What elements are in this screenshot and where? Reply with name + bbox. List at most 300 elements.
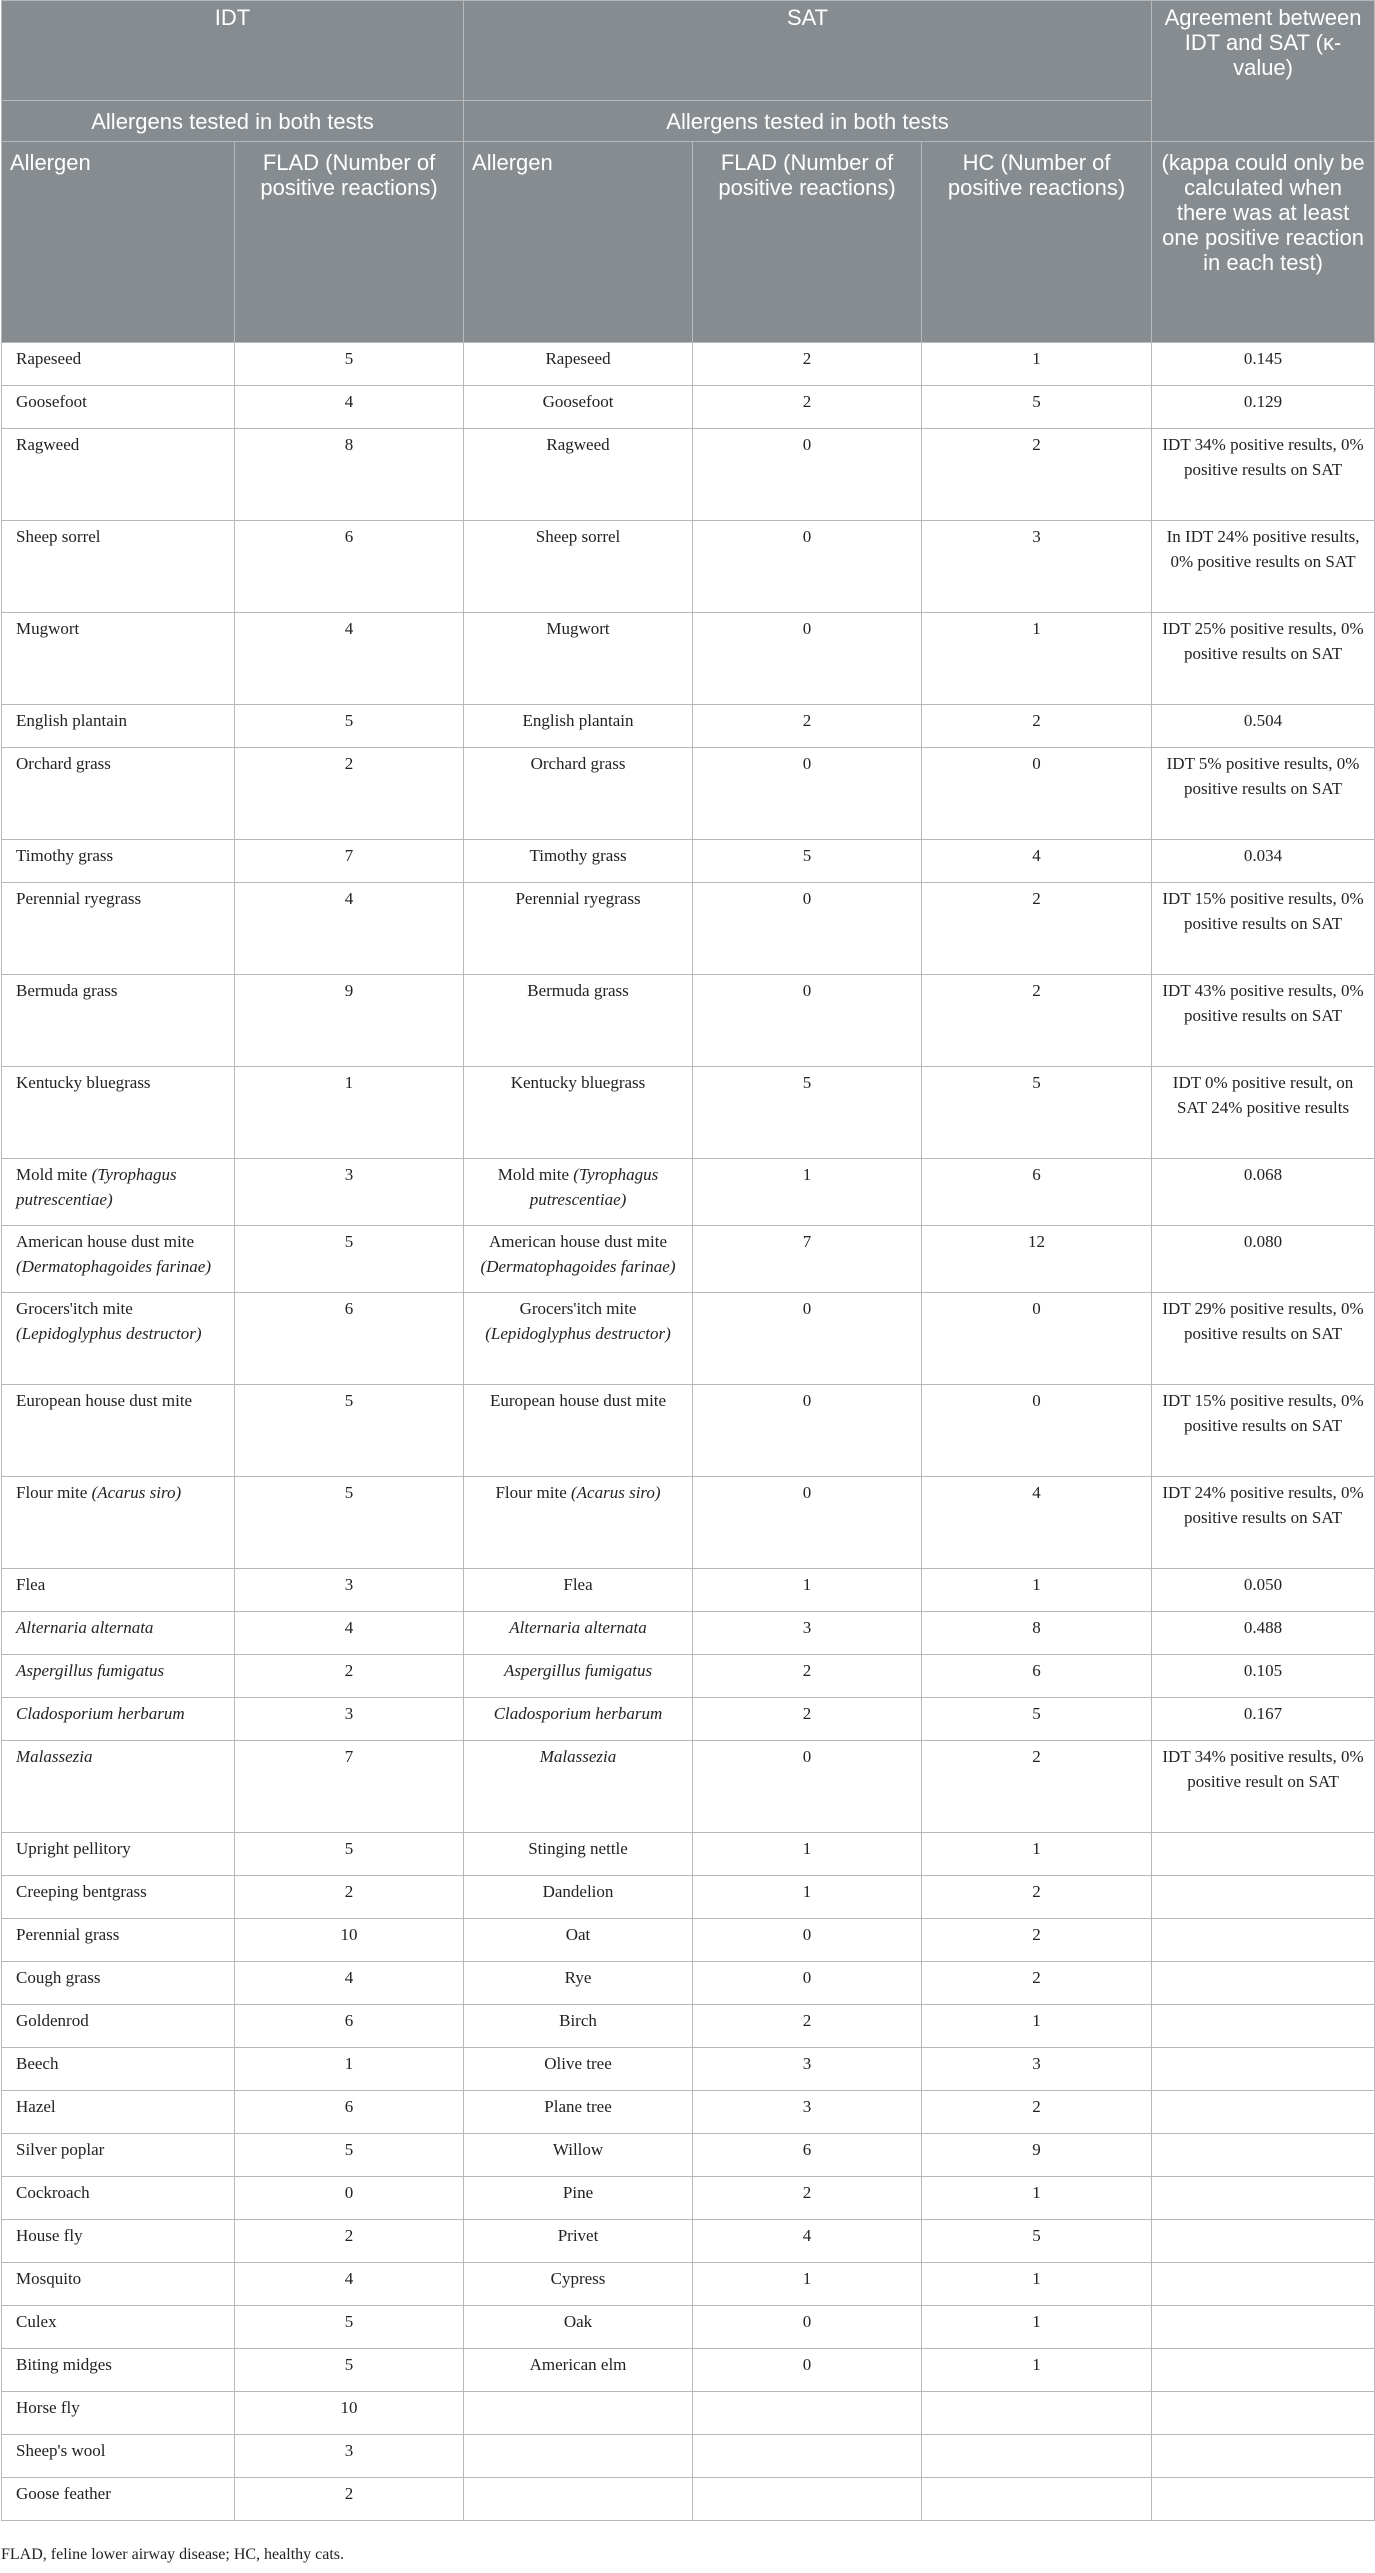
idt-flad-cell-text: 4 — [344, 1618, 354, 1637]
sat-allergen-cell-text: Mugwort — [546, 619, 610, 638]
idt-flad-cell-text: 4 — [344, 392, 354, 411]
sat-flad-cell-text: 6 — [802, 2140, 812, 2159]
sat-hc-cell — [922, 1226, 1152, 1293]
sat-flad-cell — [693, 840, 922, 883]
idt-subgroup-header: Allergens tested in both tests — [2, 101, 464, 142]
idt-allergen-cell-text: Ragweed — [16, 435, 80, 454]
kappa-cell-text: In IDT 24% positive results, 0% positive results on SAT — [1166, 527, 1360, 571]
sat-flad-cell-text: 0 — [802, 981, 812, 1000]
idt-allergen-cell-latin: (Lepidoglyphus destructor) — [16, 1324, 202, 1343]
idt-flad-cell — [235, 1698, 464, 1741]
sat-hc-cell-text: 9 — [1032, 2140, 1041, 2159]
header-row-columns — [2, 142, 1375, 343]
sat-hc-cell-text: 2 — [1032, 1747, 1041, 1766]
idt-flad-cell-text: 7 — [344, 846, 354, 865]
sat-allergen-cell — [464, 1385, 693, 1477]
sat-flad-cell-text: 7 — [802, 1232, 812, 1251]
sat-allergen-cell — [464, 2392, 693, 2435]
sat-hc-cell-text: 3 — [1032, 527, 1041, 546]
sat-allergen-cell-latin: (Dermatophagoides farinae) — [480, 1257, 676, 1276]
table-row — [2, 1698, 1375, 1741]
idt-allergen-cell — [2, 429, 235, 521]
sat-hc-cell-text: 2 — [1032, 889, 1041, 908]
sat-allergen-cell-text: Rye — [564, 1968, 592, 1987]
sat-hc-cell — [922, 975, 1152, 1067]
table-row — [2, 1385, 1375, 1477]
sat-flad-cell — [693, 2005, 922, 2048]
sat-allergen-cell-text: Perennial ryegrass — [515, 889, 641, 908]
sat-flad-cell — [693, 1741, 922, 1833]
sat-flad-cell — [693, 748, 922, 840]
table-row — [2, 1919, 1375, 1962]
idt-flad-cell-text: 2 — [344, 2484, 354, 2503]
allergen-comparison-table — [1, 0, 1375, 2521]
sat-hc-cell — [922, 2263, 1152, 2306]
idt-allergen-cell-text: Perennial grass — [16, 1925, 120, 1944]
kappa-cell — [1152, 1226, 1375, 1293]
sat-flad-cell-text: 3 — [802, 2054, 812, 2073]
sat-hc-cell-text: 1 — [1032, 2355, 1041, 2374]
kappa-cell — [1152, 975, 1375, 1067]
idt-allergen-cell — [2, 1741, 235, 1833]
kappa-cell-text: IDT 25% positive results, 0% positive results on SAT — [1162, 619, 1364, 663]
idt-allergen-cell — [2, 1226, 235, 1293]
sat-flad-cell-text: 1 — [802, 1839, 812, 1858]
sat-allergen-cell-text: Goosefoot — [542, 392, 614, 411]
idt-flad-cell-text: 10 — [340, 2398, 358, 2417]
sat-flad-cell-text: 0 — [802, 889, 812, 908]
sat-hc-cell — [922, 2392, 1152, 2435]
idt-allergen-cell-latin: (Acarus siro) — [91, 1483, 182, 1502]
sat-allergen-cell — [464, 2091, 693, 2134]
sat-allergen-cell — [464, 1741, 693, 1833]
sat-hc-cell — [922, 1385, 1152, 1477]
idt-flad-cell — [235, 1067, 464, 1159]
idt-flad-cell-text: 8 — [344, 435, 354, 454]
kappa-cell — [1152, 2177, 1375, 2220]
sat-hc-cell-text: 5 — [1032, 1073, 1041, 1092]
sat-hc-cell — [922, 1962, 1152, 2005]
sat-flad-cell-text: 1 — [802, 1575, 812, 1594]
idt-flad-cell — [235, 975, 464, 1067]
table-row — [2, 2435, 1375, 2478]
kappa-cell — [1152, 2306, 1375, 2349]
idt-flad-cell-text: 1 — [344, 2054, 354, 2073]
sat-hc-cell — [922, 1919, 1152, 1962]
sat-allergen-cell-text: American house dust mite — [489, 1232, 668, 1251]
kappa-cell — [1152, 1919, 1375, 1962]
sat-hc-cell-text: 2 — [1032, 1882, 1041, 1901]
idt-allergen-cell — [2, 2134, 235, 2177]
table-body — [2, 343, 1375, 2521]
idt-flad-cell-text: 10 — [340, 1925, 358, 1944]
table-row — [2, 883, 1375, 975]
sat-hc-cell — [922, 343, 1152, 386]
sat-hc-cell — [922, 705, 1152, 748]
sat-allergen-cell-text: Dandelion — [542, 1882, 614, 1901]
sat-hc-cell — [922, 386, 1152, 429]
idt-allergen-cell — [2, 883, 235, 975]
sat-flad-cell — [693, 2435, 922, 2478]
idt-allergen-cell-text: Flour mite — [16, 1483, 92, 1502]
sat-flad-cell — [693, 2349, 922, 2392]
sat-flad-cell — [693, 1385, 922, 1477]
idt-allergen-cell-latin: Malassezia — [16, 1747, 93, 1766]
sat-flad-cell-text: 0 — [802, 1968, 812, 1987]
table-row — [2, 2134, 1375, 2177]
idt-flad-cell — [235, 1569, 464, 1612]
idt-allergen-cell — [2, 2005, 235, 2048]
sat-allergen-cell-latin: Cladosporium herbarum — [493, 1704, 663, 1723]
sat-flad-cell — [693, 1293, 922, 1385]
table-row — [2, 1293, 1375, 1385]
idt-flad-cell-text: 0 — [344, 2183, 354, 2202]
table-row — [2, 2177, 1375, 2220]
table-row — [2, 1741, 1375, 1833]
idt-allergen-cell — [2, 521, 235, 613]
sat-flad-cell — [693, 1569, 922, 1612]
kappa-cell-text: 0.034 — [1243, 846, 1283, 865]
idt-allergen-cell-text: Mold mite — [16, 1165, 92, 1184]
idt-flad-cell — [235, 883, 464, 975]
kappa-cell — [1152, 2478, 1375, 2521]
table-row — [2, 1159, 1375, 1226]
sat-flad-cell-text: 2 — [802, 2011, 812, 2030]
sat-allergen-cell-text: Kentucky bluegrass — [510, 1073, 646, 1092]
kappa-cell — [1152, 1876, 1375, 1919]
sat-allergen-cell-text: Birch — [559, 2011, 597, 2030]
sat-flad-cell — [693, 1226, 922, 1293]
idt-flad-cell — [235, 1876, 464, 1919]
sat-flad-cell-text: 2 — [802, 2183, 812, 2202]
kappa-cell — [1152, 1385, 1375, 1477]
idt-allergen-cell — [2, 1833, 235, 1876]
sat-hc-cell — [922, 2177, 1152, 2220]
idt-allergen-cell-latin: Cladosporium herbarum — [16, 1704, 185, 1723]
sat-hc-cell-text: 2 — [1032, 1925, 1041, 1944]
table-row — [2, 1569, 1375, 1612]
sat-flad-cell-text: 0 — [802, 1747, 812, 1766]
sat-hc-cell-text: 1 — [1032, 1575, 1041, 1594]
kappa-cell-text: 0.167 — [1243, 1704, 1283, 1723]
sat-flad-cell-text: 1 — [802, 2269, 812, 2288]
kappa-cell-text: 0.145 — [1243, 349, 1283, 368]
idt-flad-cell — [235, 2134, 464, 2177]
sat-flad-cell — [693, 2048, 922, 2091]
idt-flad-cell-text: 4 — [344, 619, 354, 638]
kappa-cell — [1152, 1698, 1375, 1741]
sat-flad-cell — [693, 1067, 922, 1159]
sat-hc-cell-text: 1 — [1032, 2011, 1041, 2030]
sat-hc-cell — [922, 2091, 1152, 2134]
idt-allergen-cell-text: Rapeseed — [16, 349, 82, 368]
sat-hc-cell-text: 6 — [1032, 1165, 1041, 1184]
idt-flad-cell — [235, 2435, 464, 2478]
sat-flad-cell-text: 0 — [802, 1391, 812, 1410]
sat-allergen-cell — [464, 883, 693, 975]
sat-allergen-cell — [464, 2220, 693, 2263]
idt-flad-cell-text: 5 — [344, 1391, 354, 1410]
sat-allergen-cell-text: Plane tree — [544, 2097, 612, 2116]
kappa-cell — [1152, 1655, 1375, 1698]
table-row — [2, 1226, 1375, 1293]
table-row — [2, 2091, 1375, 2134]
sat-allergen-cell-text: Privet — [557, 2226, 599, 2245]
sat-allergen-cell — [464, 1876, 693, 1919]
idt-allergen-cell-text: Goose feather — [16, 2484, 111, 2503]
sat-flad-cell-text: 2 — [802, 711, 812, 730]
sat-allergen-cell-text: Orchard grass — [530, 754, 626, 773]
sat-flad-cell — [693, 2306, 922, 2349]
idt-allergen-cell-text: Creeping bentgrass — [16, 1882, 147, 1901]
sat-subgroup-header: Allergens tested in both tests — [464, 101, 1152, 142]
table-row — [2, 1876, 1375, 1919]
sat-hc-cell — [922, 2435, 1152, 2478]
idt-allergen-cell — [2, 386, 235, 429]
idt-flad-cell-text: 5 — [344, 2140, 354, 2159]
table-row — [2, 1612, 1375, 1655]
sat-flad-cell-text: 0 — [802, 754, 812, 773]
sat-allergen-cell-latin: Alternaria alternata — [509, 1618, 647, 1637]
sat-hc-cell-text: 2 — [1032, 435, 1041, 454]
kappa-cell — [1152, 613, 1375, 705]
kappa-cell — [1152, 2392, 1375, 2435]
idt-flad-cell — [235, 2091, 464, 2134]
sat-allergen-cell-text: Flour mite — [495, 1483, 572, 1502]
sat-flad-cell — [693, 705, 922, 748]
idt-allergen-cell — [2, 2220, 235, 2263]
sat-hc-cell-text: 2 — [1032, 711, 1041, 730]
sat-flad-cell — [693, 1698, 922, 1741]
sat-hc-cell-text: 1 — [1032, 2312, 1041, 2331]
sat-flad-cell-text: 0 — [802, 619, 812, 638]
idt-allergen-cell-text: English plantain — [16, 711, 127, 730]
sat-flad-cell — [693, 2220, 922, 2263]
sat-flad-cell — [693, 1655, 922, 1698]
idt-allergen-cell-text: Beech — [16, 2054, 59, 2073]
idt-flad-cell — [235, 1919, 464, 1962]
idt-flad-cell-text: 1 — [344, 1073, 354, 1092]
kappa-cell — [1152, 1067, 1375, 1159]
sat-flad-cell-text: 0 — [802, 2312, 812, 2331]
kappa-cell — [1152, 2048, 1375, 2091]
sat-allergen-cell — [464, 1919, 693, 1962]
idt-flad-cell-text: 5 — [344, 711, 354, 730]
sat-allergen-col-header: Allergen — [464, 142, 693, 343]
sat-allergen-cell — [464, 1226, 693, 1293]
sat-hc-cell-text: 12 — [1028, 1232, 1046, 1251]
idt-flad-cell — [235, 2177, 464, 2220]
sat-allergen-cell-text: English plantain — [522, 711, 634, 730]
table-row — [2, 2349, 1375, 2392]
idt-flad-cell-text: 3 — [344, 1165, 354, 1184]
sat-allergen-cell — [464, 1293, 693, 1385]
idt-flad-cell — [235, 386, 464, 429]
sat-flad-cell-text: 5 — [802, 1073, 812, 1092]
sat-flad-cell — [693, 1919, 922, 1962]
idt-flad-cell-text: 3 — [344, 1704, 354, 1723]
kappa-cell — [1152, 1477, 1375, 1569]
sat-allergen-cell — [464, 1612, 693, 1655]
sat-flad-cell — [693, 1833, 922, 1876]
idt-allergen-cell-text: American house dust mite — [16, 1232, 194, 1251]
sat-allergen-cell-text: Pine — [562, 2183, 594, 2202]
idt-flad-cell — [235, 705, 464, 748]
idt-flad-cell — [235, 2392, 464, 2435]
kappa-cell-text: 0.488 — [1243, 1618, 1283, 1637]
idt-flad-cell — [235, 2349, 464, 2392]
kappa-cell — [1152, 1569, 1375, 1612]
sat-hc-cell — [922, 1741, 1152, 1833]
kappa-cell-text: 0.504 — [1243, 711, 1283, 730]
idt-flad-cell-text: 3 — [344, 1575, 354, 1594]
kappa-cell — [1152, 748, 1375, 840]
sat-hc-cell — [922, 2134, 1152, 2177]
kappa-cell-text: IDT 43% positive results, 0% positive results on SAT — [1162, 981, 1364, 1025]
idt-flad-cell-text: 2 — [344, 754, 354, 773]
kappa-cell — [1152, 1833, 1375, 1876]
sat-allergen-cell — [464, 1569, 693, 1612]
sat-hc-cell — [922, 2220, 1152, 2263]
idt-allergen-cell — [2, 1919, 235, 1962]
idt-flad-cell-text: 6 — [344, 2097, 354, 2116]
idt-flad-cell-text: 2 — [344, 1661, 354, 1680]
table-row — [2, 1962, 1375, 2005]
sat-flad-cell-text: 2 — [802, 1704, 812, 1723]
kappa-cell — [1152, 521, 1375, 613]
sat-flad-cell — [693, 1876, 922, 1919]
sat-hc-cell — [922, 1833, 1152, 1876]
sat-hc-cell — [922, 1293, 1152, 1385]
sat-hc-cell — [922, 2306, 1152, 2349]
sat-hc-cell — [922, 840, 1152, 883]
sat-flad-cell — [693, 2177, 922, 2220]
idt-allergen-cell — [2, 1569, 235, 1612]
sat-group-header: SAT — [464, 1, 1152, 101]
idt-allergen-cell — [2, 2349, 235, 2392]
kappa-cell-text: 0.050 — [1243, 1575, 1283, 1594]
idt-allergen-cell — [2, 1159, 235, 1226]
table-row — [2, 386, 1375, 429]
sat-flad-cell — [693, 883, 922, 975]
sat-hc-cell-text: 5 — [1032, 392, 1041, 411]
sat-hc-cell — [922, 1159, 1152, 1226]
kappa-cell-text: IDT 29% positive results, 0% positive results on SAT — [1162, 1299, 1364, 1343]
idt-flad-col-header: FLAD (Number of positive reactions) — [235, 142, 464, 343]
idt-flad-cell — [235, 1741, 464, 1833]
table-row — [2, 2263, 1375, 2306]
sat-flad-cell-text: 5 — [802, 846, 812, 865]
sat-allergen-cell-text: Bermuda grass — [527, 981, 629, 1000]
idt-allergen-cell — [2, 1477, 235, 1569]
sat-hc-cell — [922, 2005, 1152, 2048]
idt-flad-cell — [235, 2048, 464, 2091]
table-row — [2, 975, 1375, 1067]
sat-flad-cell-text: 2 — [802, 1661, 812, 1680]
kappa-cell-text: IDT 34% positive results, 0% positive result on SAT — [1162, 1747, 1364, 1791]
sat-flad-cell — [693, 2392, 922, 2435]
sat-hc-cell — [922, 748, 1152, 840]
idt-allergen-cell-text: Culex — [16, 2312, 57, 2331]
idt-allergen-cell-latin: (Tyrophagus putrescentiae) — [16, 1165, 177, 1209]
idt-flad-cell-text: 7 — [344, 1747, 354, 1766]
table-row — [2, 705, 1375, 748]
idt-allergen-cell — [2, 975, 235, 1067]
sat-hc-cell — [922, 2048, 1152, 2091]
table-row — [2, 840, 1375, 883]
sat-allergen-cell — [464, 429, 693, 521]
idt-allergen-cell — [2, 343, 235, 386]
idt-allergen-cell-text: Horse fly — [16, 2398, 80, 2417]
sat-flad-cell-text: 0 — [802, 527, 812, 546]
table-row — [2, 613, 1375, 705]
idt-flad-cell — [235, 1612, 464, 1655]
idt-flad-cell — [235, 1833, 464, 1876]
idt-allergen-cell-text: Perennial ryegrass — [16, 889, 142, 908]
sat-allergen-cell-text: Oat — [565, 1925, 591, 1944]
sat-allergen-cell — [464, 2349, 693, 2392]
sat-hc-cell-text: 2 — [1032, 2097, 1041, 2116]
idt-allergen-cell-text: Cough grass — [16, 1968, 101, 1987]
table-row — [2, 2005, 1375, 2048]
kappa-cell — [1152, 2005, 1375, 2048]
sat-hc-cell — [922, 2349, 1152, 2392]
idt-flad-cell — [235, 840, 464, 883]
sat-flad-cell — [693, 429, 922, 521]
sat-allergen-cell — [464, 1698, 693, 1741]
sat-flad-cell-text: 4 — [802, 2226, 812, 2245]
kappa-cell — [1152, 2220, 1375, 2263]
sat-allergen-cell — [464, 343, 693, 386]
sat-hc-cell-text: 5 — [1032, 2226, 1041, 2245]
sat-flad-cell — [693, 1962, 922, 2005]
sat-allergen-cell-latin: Aspergillus fumigatus — [503, 1661, 653, 1680]
idt-flad-cell-text: 5 — [344, 1839, 354, 1858]
table-row — [2, 748, 1375, 840]
idt-flad-cell — [235, 1293, 464, 1385]
table-row — [2, 2048, 1375, 2091]
sat-flad-cell — [693, 2134, 922, 2177]
idt-allergen-cell — [2, 2091, 235, 2134]
idt-allergen-cell — [2, 2392, 235, 2435]
kappa-cell-text: IDT 15% positive results, 0% positive results on SAT — [1162, 889, 1364, 933]
sat-allergen-cell-text: Rapeseed — [545, 349, 611, 368]
kappa-cell — [1152, 2435, 1375, 2478]
idt-flad-cell-text: 6 — [344, 527, 354, 546]
sat-hc-cell — [922, 1569, 1152, 1612]
sat-hc-cell-text: 5 — [1032, 1704, 1041, 1723]
idt-allergen-cell — [2, 2263, 235, 2306]
idt-flad-cell — [235, 1962, 464, 2005]
sat-allergen-cell — [464, 2177, 693, 2220]
sat-hc-cell-text: 0 — [1032, 754, 1041, 773]
idt-allergen-cell — [2, 1067, 235, 1159]
idt-allergen-cell — [2, 2306, 235, 2349]
idt-allergen-cell-text: Goosefoot — [16, 392, 87, 411]
kappa-cell — [1152, 1962, 1375, 2005]
idt-allergen-cell-text: Flea — [16, 1575, 46, 1594]
sat-allergen-cell — [464, 1477, 693, 1569]
idt-allergen-cell-text: Biting midges — [16, 2355, 112, 2374]
idt-flad-cell — [235, 1385, 464, 1477]
sat-flad-col-header: FLAD (Number of positive reactions) — [693, 142, 922, 343]
sat-hc-cell-text: 4 — [1032, 846, 1041, 865]
sat-hc-cell — [922, 1698, 1152, 1741]
idt-flad-cell — [235, 2005, 464, 2048]
idt-allergen-cell — [2, 2435, 235, 2478]
sat-hc-col-header: HC (Number of positive reactions) — [922, 142, 1152, 343]
idt-flad-cell-text: 6 — [344, 1299, 354, 1318]
